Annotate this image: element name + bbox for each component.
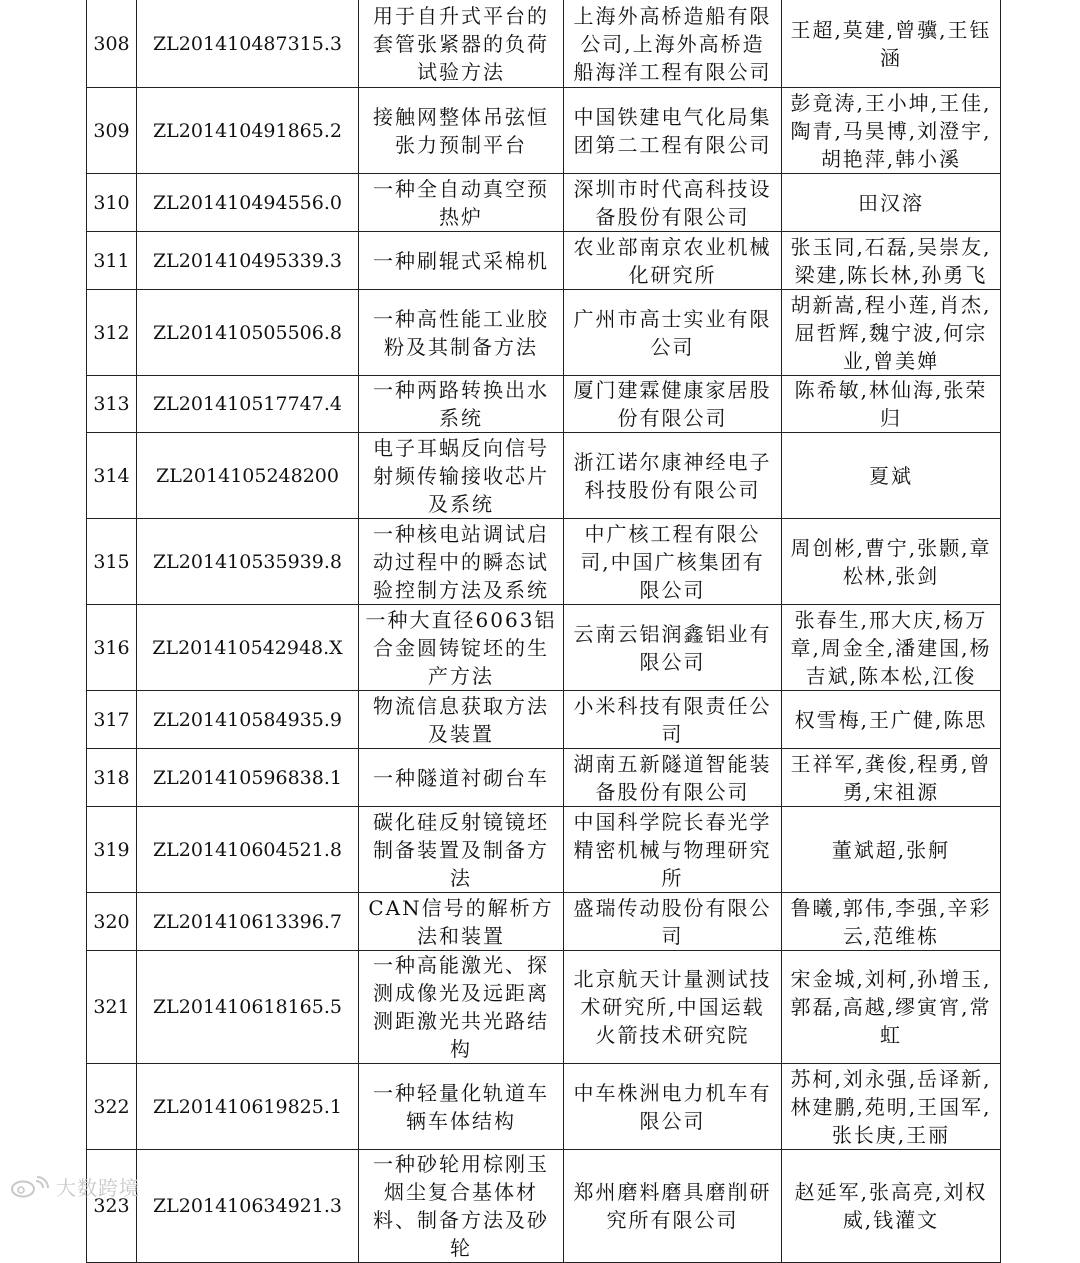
table-row (87, 691, 1001, 749)
patent-table-body (87, 0, 1001, 1263)
seq-cell: 316 (87, 605, 137, 691)
patent-number-cell: ZL201410634921.3 (137, 1150, 359, 1263)
patentee-cell: 上海外高桥造船有限公司,上海外高桥造船海洋工程有限公司 (564, 0, 782, 88)
patentee-cell: 北京航天计量测试技术研究所,中国运载火箭技术研究院 (564, 951, 782, 1064)
patent-name-cell: 电子耳蜗反向信号射频传输接收芯片及系统 (359, 433, 564, 519)
patentee-cell: 广州市高士实业有限公司 (564, 290, 782, 376)
inventors-cell: 王祥军,龚俊,程勇,曾勇,宋祖源 (782, 749, 1001, 807)
seq-cell: 312 (87, 290, 137, 376)
patent-number-cell: ZL201410584935.9 (137, 691, 359, 749)
patentee-cell: 深圳市时代高科技设备股份有限公司 (564, 174, 782, 232)
patent-number-cell: ZL201410487315.3 (137, 0, 359, 88)
patent-number-cell: ZL201410517747.4 (137, 376, 359, 433)
seq-cell: 315 (87, 519, 137, 605)
patent-name-cell: 一种核电站调试启动过程中的瞬态试验控制方法及系统 (359, 519, 564, 605)
seq-cell: 317 (87, 691, 137, 749)
table-row (87, 88, 1001, 174)
patent-name-cell: 一种高性能工业胶粉及其制备方法 (359, 290, 564, 376)
patent-name-cell: 物流信息获取方法及装置 (359, 691, 564, 749)
inventors-cell: 张玉同,石磊,吴崇友,梁建,陈长林,孙勇飞 (782, 232, 1001, 290)
patentee-cell: 农业部南京农业机械化研究所 (564, 232, 782, 290)
patentee-cell: 郑州磨料磨具磨削研究所有限公司 (564, 1150, 782, 1263)
seq-cell: 314 (87, 433, 137, 519)
patent-number-cell: ZL201410494556.0 (137, 174, 359, 232)
weibo-icon (10, 1176, 50, 1198)
patent-number-cell: ZL201410613396.7 (137, 893, 359, 951)
inventors-cell: 彭竟涛,王小坤,王佳,陶青,马昊博,刘澄宇,胡艳萍,韩小溪 (782, 88, 1001, 174)
table-row (87, 376, 1001, 433)
patent-name-cell: 一种隧道衬砌台车 (359, 749, 564, 807)
seq-cell: 313 (87, 376, 137, 433)
inventors-cell: 张春生,邢大庆,杨万章,周金全,潘建国,杨吉斌,陈本松,江俊 (782, 605, 1001, 691)
table-row (87, 749, 1001, 807)
patent-name-cell: 一种刷辊式采棉机 (359, 232, 564, 290)
inventors-cell: 胡新嵩,程小莲,肖杰,屈哲辉,魏宁波,何宗业,曾美婵 (782, 290, 1001, 376)
patent-number-cell: ZL2014105248200 (137, 433, 359, 519)
inventors-cell: 田汉溶 (782, 174, 1001, 232)
watermark (10, 1172, 140, 1201)
patent-number-cell: ZL201410618165.5 (137, 951, 359, 1064)
table-row (87, 1064, 1001, 1150)
patentee-cell: 盛瑞传动股份有限公司 (564, 893, 782, 951)
inventors-cell: 宋金城,刘柯,孙增玉,郭磊,高越,缪寅宵,常虹 (782, 951, 1001, 1064)
patent-name-cell: 一种砂轮用棕刚玉烟尘复合基体材料、制备方法及砂轮 (359, 1150, 564, 1263)
inventors-cell: 苏柯,刘永强,岳译新,林建鹏,苑明,王国军,张长庚,王丽 (782, 1064, 1001, 1150)
table-row (87, 1150, 1001, 1263)
table-row (87, 807, 1001, 893)
seq-cell: 320 (87, 893, 137, 951)
inventors-cell: 陈希敏,林仙海,张荣归 (782, 376, 1001, 433)
seq-cell: 318 (87, 749, 137, 807)
patentee-cell: 中广核工程有限公司,中国广核集团有限公司 (564, 519, 782, 605)
patent-number-cell: ZL201410604521.8 (137, 807, 359, 893)
patent-number-cell: ZL201410619825.1 (137, 1064, 359, 1150)
table-row (87, 174, 1001, 232)
seq-cell: 308 (87, 0, 137, 88)
inventors-cell: 董斌超,张舸 (782, 807, 1001, 893)
patent-name-cell: CAN信号的解析方法和装置 (359, 893, 564, 951)
patentee-cell: 中车株洲电力机车有限公司 (564, 1064, 782, 1150)
table-row (87, 519, 1001, 605)
patentee-cell: 中国铁建电气化局集团第二工程有限公司 (564, 88, 782, 174)
patentee-cell: 小米科技有限责任公司 (564, 691, 782, 749)
inventors-cell: 鲁曦,郭伟,李强,辛彩云,范维栋 (782, 893, 1001, 951)
patent-number-cell: ZL201410542948.X (137, 605, 359, 691)
patent-number-cell: ZL201410495339.3 (137, 232, 359, 290)
seq-cell: 321 (87, 951, 137, 1064)
patent-number-cell: ZL201410491865.2 (137, 88, 359, 174)
patent-number-cell: ZL201410505506.8 (137, 290, 359, 376)
seq-cell: 310 (87, 174, 137, 232)
patent-name-cell: 一种高能激光、探测成像光及远距离测距激光共光路结构 (359, 951, 564, 1064)
patentee-cell: 中国科学院长春光学精密机械与物理研究所 (564, 807, 782, 893)
table-row (87, 605, 1001, 691)
patent-table (86, 0, 1001, 1263)
watermark-text: 大数跨境 (56, 1176, 140, 1200)
patentee-cell: 湖南五新隧道智能装备股份有限公司 (564, 749, 782, 807)
seq-cell: 311 (87, 232, 137, 290)
patent-name-cell: 一种两路转换出水系统 (359, 376, 564, 433)
patentee-cell: 云南云铝润鑫铝业有限公司 (564, 605, 782, 691)
inventors-cell: 权雪梅,王广健,陈思 (782, 691, 1001, 749)
patent-number-cell: ZL201410596838.1 (137, 749, 359, 807)
patent-name-cell: 碳化硅反射镜镜坯制备装置及制备方法 (359, 807, 564, 893)
inventors-cell: 夏斌 (782, 433, 1001, 519)
table-row (87, 232, 1001, 290)
patent-name-cell: 用于自升式平台的套管张紧器的负荷试验方法 (359, 0, 564, 88)
patent-name-cell: 一种全自动真空预热炉 (359, 174, 564, 232)
seq-cell: 309 (87, 88, 137, 174)
patentee-cell: 厦门建霖健康家居股份有限公司 (564, 376, 782, 433)
patentee-cell: 浙江诺尔康神经电子科技股份有限公司 (564, 433, 782, 519)
table-row (87, 433, 1001, 519)
seq-cell: 323 (87, 1150, 137, 1263)
patent-name-cell: 一种轻量化轨道车辆车体结构 (359, 1064, 564, 1150)
patent-number-cell: ZL201410535939.8 (137, 519, 359, 605)
patent-name-cell: 一种大直径6063铝合金圆铸锭坯的生产方法 (359, 605, 564, 691)
patent-name-cell: 接触网整体吊弦恒张力预制平台 (359, 88, 564, 174)
table-row (87, 0, 1001, 88)
seq-cell: 319 (87, 807, 137, 893)
inventors-cell: 赵延军,张高亮,刘权威,钱灌文 (782, 1150, 1001, 1263)
table-row (87, 290, 1001, 376)
inventors-cell: 周创彬,曹宁,张颢,章松林,张剑 (782, 519, 1001, 605)
table-row (87, 951, 1001, 1064)
inventors-cell: 王超,莫建,曾骥,王钰涵 (782, 0, 1001, 88)
table-row (87, 893, 1001, 951)
seq-cell: 322 (87, 1064, 137, 1150)
